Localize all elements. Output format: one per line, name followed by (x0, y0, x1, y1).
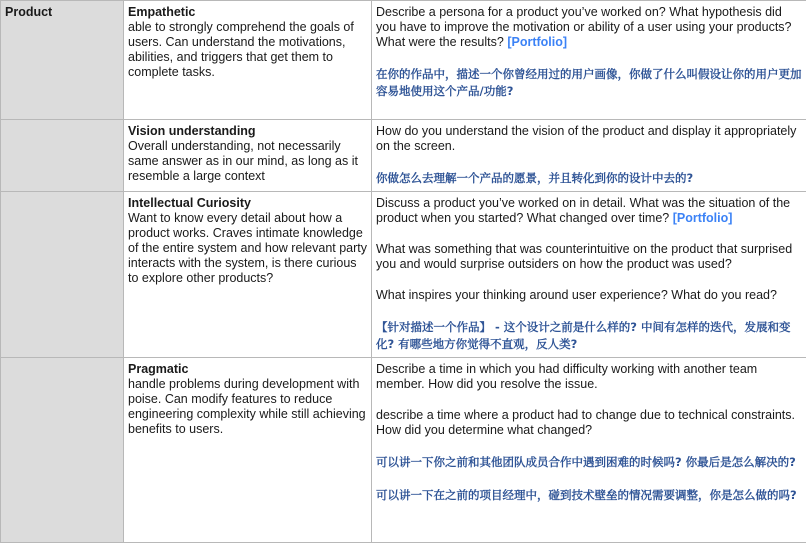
trait-cell[interactable] (124, 120, 372, 192)
category-cell[interactable] (1, 120, 124, 192)
trait-title: Pragmatic (128, 362, 189, 376)
questions-cell[interactable] (372, 192, 806, 358)
category-cell[interactable] (1, 192, 124, 358)
question (376, 288, 802, 303)
question-chinese: 【针对描述一个作品】 - 这个设计之前是什么样的? 中间有怎样的迭代，发展和变化? 有哪些地方你觉得不直观，反人类? (376, 320, 791, 351)
question-chinese: 你做怎么去理解一个产品的愿景，并且转化到你的设计中去的? (376, 171, 694, 185)
portfolio-tag: [Portfolio] (507, 35, 568, 49)
table-row (1, 120, 806, 192)
questions-cell[interactable] (372, 1, 806, 120)
trait-title: Empathetic (128, 5, 196, 19)
trait-description: able to strongly comprehend the goals of users. Can understand the motivations, abilities, and triggers that get them to complete tasks. (128, 20, 354, 79)
trait-title: Vision understanding (128, 124, 256, 138)
question-chinese: 可以讲一下在之前的项目经理中，碰到技术壁垒的情况需要调整，你是怎么做的吗? (376, 488, 797, 502)
table-row (1, 358, 806, 543)
trait-description: Overall understanding, not necessarily same answer as in our mind, as long as it resemble a large context (128, 139, 358, 183)
question-text: What was something that was counterintuitive on the product that surprised you and would surprise outsiders on how the product was used? (376, 242, 793, 271)
question (376, 124, 802, 154)
question-text: Describe a persona for a product you’ve worked on? What hypothesis did you have to improve the motivation or ability of a user using your products? What were the results? (376, 5, 792, 49)
question-text: Discuss a product you’ve worked on in detail. What was the situation of the product when you started? What changed over time? (376, 196, 791, 225)
category-cell[interactable] (1, 358, 124, 543)
category-cell[interactable] (1, 1, 124, 120)
portfolio-tag: [Portfolio] (672, 211, 733, 225)
question-chinese: 可以讲一下你之前和其他团队成员合作中遇到困难的时候吗? 你最后是怎么解决的? (376, 455, 796, 469)
question-chinese: 在你的作品中，描述一个你曾经用过的用户画像，你做了什么叫假设让你的用户更加容易地使用这个产品/功能? (376, 67, 802, 98)
question (376, 362, 802, 392)
trait-description: Want to know every detail about how a product works. Craves intimate knowledge of the entire system and how relevant party interacts with the system, is there curious to explore other products? (128, 211, 368, 285)
table-row (1, 1, 806, 120)
trait-title: Intellectual Curiosity (128, 196, 251, 210)
question-text: describe a time where a product had to change due to technical constraints. How did you determine what changed? (376, 408, 796, 437)
question (376, 408, 802, 438)
trait-cell[interactable] (124, 192, 372, 358)
question-text: What inspires your thinking around user experience? What do you read? (376, 288, 777, 302)
trait-cell[interactable] (124, 358, 372, 543)
questions-cell[interactable] (372, 120, 806, 192)
question (376, 242, 802, 272)
question (376, 5, 802, 50)
question-text: Describe a time in which you had difficulty working with another team member. How did you resolve the issue. (376, 362, 758, 391)
trait-cell[interactable] (124, 1, 372, 120)
questions-cell[interactable] (372, 358, 806, 543)
category-label: Product (5, 5, 53, 19)
question-text: How do you understand the vision of the product and display it appropriately on the screen. (376, 124, 797, 153)
trait-description: handle problems during development with poise. Can modify features to reduce engineering complexity while still achieving benefits to users. (128, 377, 366, 436)
question (376, 196, 802, 226)
table-row (1, 192, 806, 358)
